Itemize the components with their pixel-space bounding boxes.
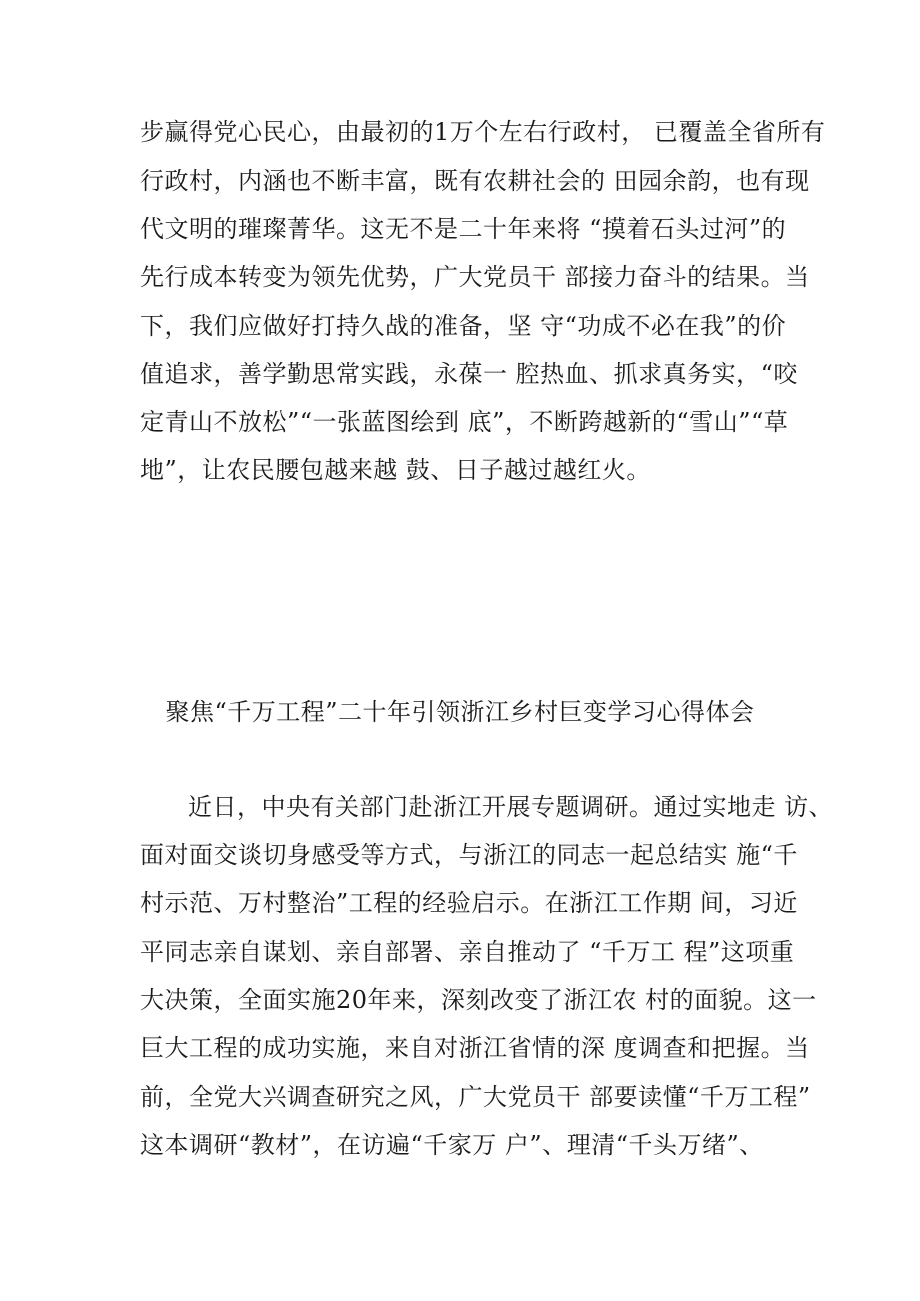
paragraph-line: 这本调研“教材”，在访遍“千家万 户”、理清“千头万绪”、 — [140, 1131, 764, 1159]
paragraph-line: 步赢得党心民心，由最初的1万个左右行政村， 已覆盖全省所有 — [140, 118, 826, 146]
paragraph-line: 代文明的璀璨菁华。这无不是二十年来将 “摸着石头过河”的 — [140, 215, 787, 243]
paragraph-line: 大决策，全面实施20年来，深刻改变了浙江农 村的面貌。这一 — [140, 986, 817, 1014]
paragraph-line: 地”，让农民腰包越来越 鼓、日子越过越红火。 — [140, 456, 651, 484]
paragraph-line: 下，我们应做好打持久战的准备，坚 守“功成不必在我”的价 — [140, 312, 787, 340]
paragraph-line: 先行成本转变为领先优势，广大党员干 部接力奋斗的结果。当 — [140, 263, 810, 291]
paragraph-line: 平同志亲自谋划、亲自部署、亲自推动了 “千万工 程”这项重 — [140, 938, 795, 966]
paragraph-line: 村示范、万村整治”工程的经验启示。在浙江工作期 间，习近 — [140, 889, 798, 917]
paragraph-line: 前，全党大兴调查研究之风，广大党员干 部要读懂“千万工程” — [140, 1083, 811, 1111]
paragraph-line: 值追求，善学勤思常实践，永葆一 腔热血、抓求真务实，“咬 — [140, 360, 798, 388]
paragraph-line: 巨大工程的成功实施，来自对浙江省情的深 度调查和把握。当 — [140, 1034, 810, 1062]
paragraph-line: 面对面交谈切身感受等方式，与浙江的同志一起总结实 施“千 — [140, 841, 798, 869]
paragraph-line: 近日，中央有关部门赴浙江开展专题调研。通过实地走 访、 — [188, 793, 834, 821]
article-title: 聚焦“千万工程”二十年引领浙江乡村巨变学习心得体会 — [165, 698, 755, 726]
paragraph-line: 定青山不放松”“一张蓝图绘到 底”，不断跨越新的“雪山”“草 — [140, 408, 789, 436]
paragraph-line: 行政村，内涵也不断丰富，既有农耕社会的 田园余韵，也有现 — [140, 167, 810, 195]
